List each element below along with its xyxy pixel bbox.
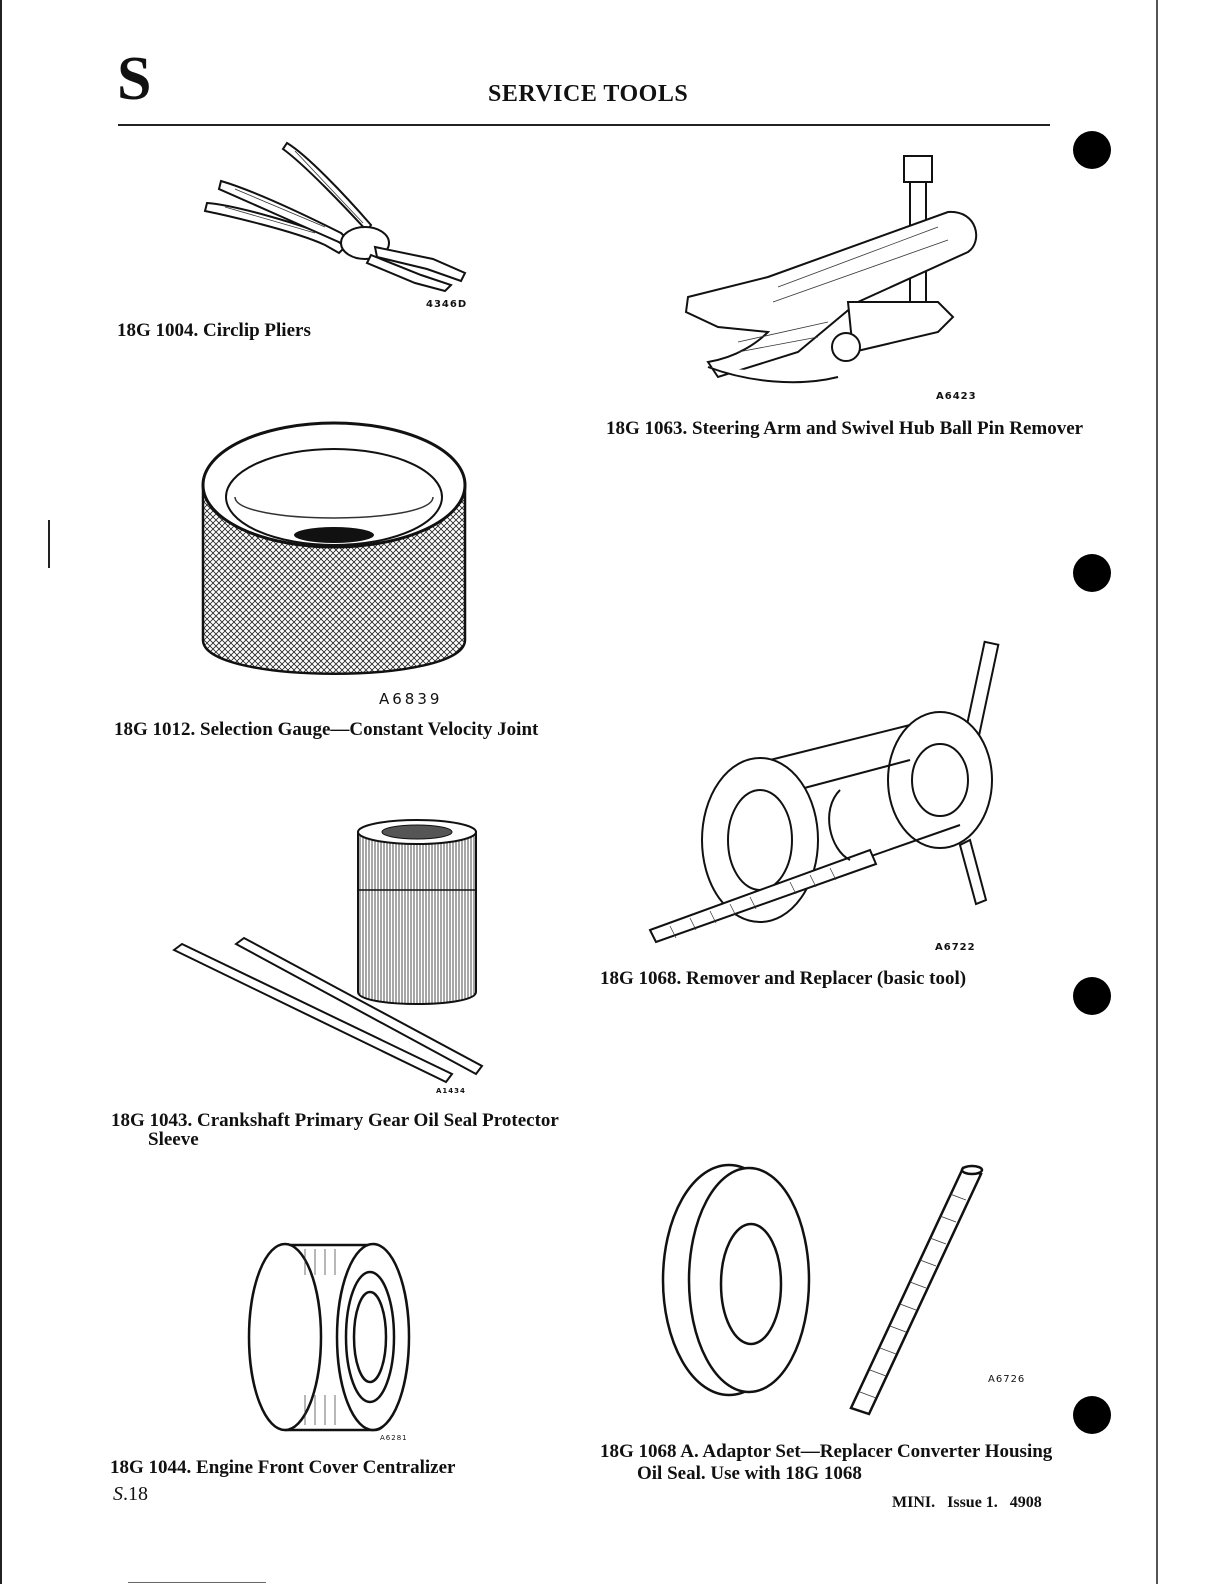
- figure-caption: 18G 1063. Steering Arm and Swivel Hub Ball Pin Remover: [606, 418, 1084, 439]
- figure-caption: 18G 1068 A. Adaptor Set—Replacer Converter Housing: [600, 1441, 1053, 1462]
- figure-code: A6726: [988, 1374, 1026, 1385]
- figure-code: A6281: [380, 1434, 408, 1442]
- page-title: SERVICE TOOLS: [488, 81, 689, 107]
- remover-replacer-icon: [640, 640, 1000, 950]
- figure-caption: 18G 1043. Crankshaft Primary Gear Oil Seal Protector: [111, 1110, 559, 1131]
- margin-bullet: [1073, 1396, 1111, 1434]
- figure-code: A6722: [935, 942, 976, 953]
- scan-edge-rule: [0, 0, 2, 1584]
- scan-edge-right: [1156, 0, 1158, 1584]
- margin-bullet: [1073, 977, 1111, 1015]
- figure-caption: 18G 1012. Selection Gauge—Constant Velocity Joint: [114, 719, 539, 740]
- selection-gauge-icon: [195, 415, 475, 705]
- adaptor-set-icon: [655, 1160, 995, 1420]
- scan-bottom-line: [128, 1582, 266, 1583]
- scan-edge-mark: [48, 520, 50, 568]
- figure-caption: 18G 1004. Circlip Pliers: [117, 320, 311, 341]
- front-cover-centralizer-icon: [245, 1235, 415, 1440]
- margin-bullet: [1073, 131, 1111, 169]
- figure-caption-continued: Oil Seal. Use with 18G 1068: [637, 1463, 862, 1484]
- page-number: [113, 1483, 148, 1506]
- figure-code: 4346D: [426, 299, 468, 310]
- figure-caption: 18G 1044. Engine Front Cover Centralizer: [110, 1457, 456, 1478]
- protector-sleeve-icon: [170, 820, 490, 1090]
- header-rule: [118, 124, 1050, 126]
- figure-code: A6423: [936, 391, 977, 402]
- figure-code: A6839: [379, 690, 443, 708]
- figure-code: A1434: [436, 1087, 466, 1095]
- figure-caption-continued: Sleeve: [148, 1129, 199, 1150]
- figure-caption: 18G 1068. Remover and Replacer (basic tool): [600, 968, 967, 989]
- issue-footer: MINI. Issue 1. 4908: [892, 1494, 1042, 1511]
- ball-pin-remover-icon: [678, 152, 998, 402]
- margin-bullet: [1073, 554, 1111, 592]
- page-number-value: .18: [123, 1483, 148, 1505]
- circlip-pliers-icon: [195, 135, 485, 295]
- page-prefix: S: [113, 1483, 123, 1505]
- section-letter: S: [117, 45, 152, 113]
